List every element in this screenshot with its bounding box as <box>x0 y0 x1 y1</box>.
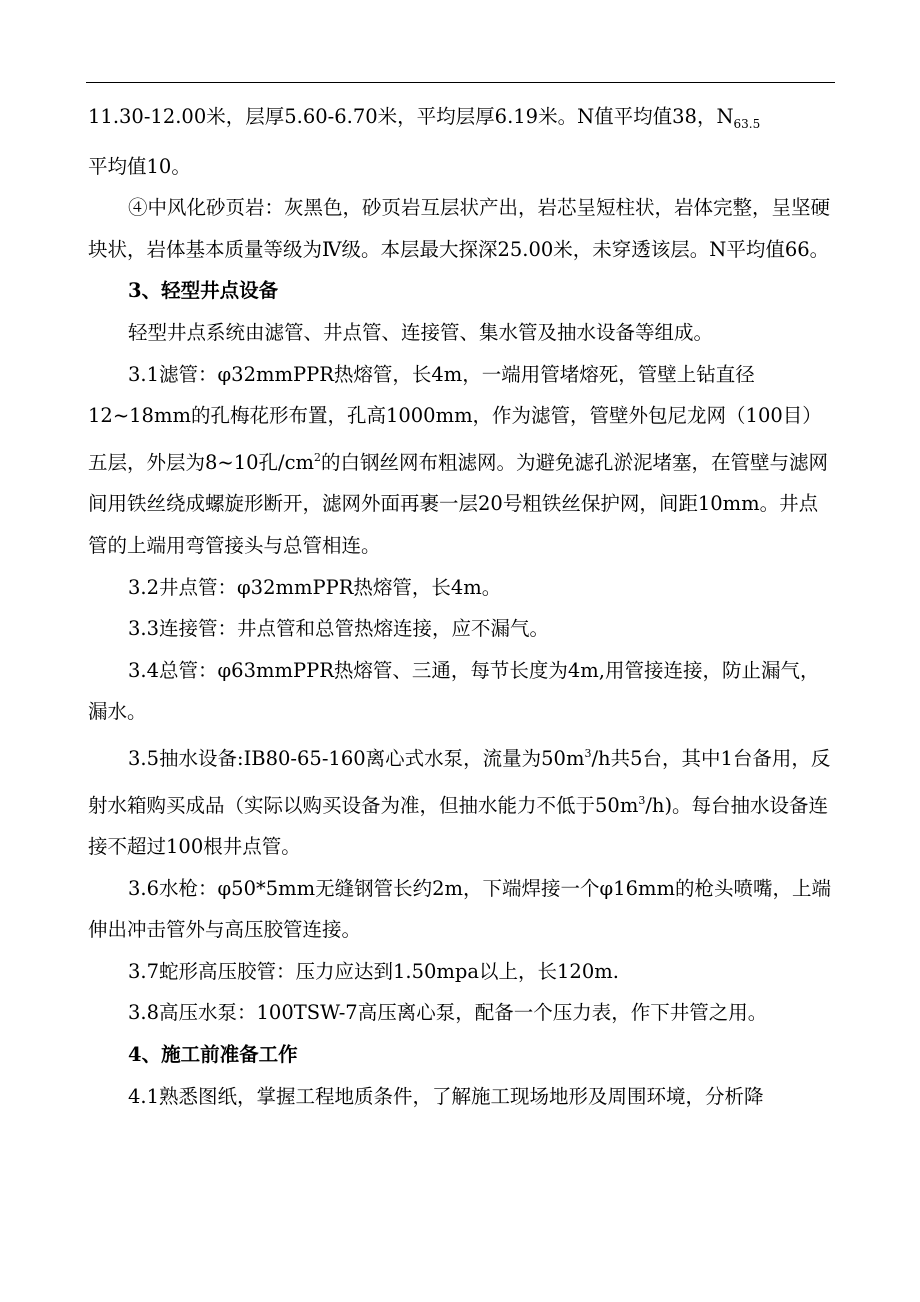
subscript-63-5: 63.5 <box>733 117 761 131</box>
paragraph-layer-4: ④中风化砂页岩：灰黑色，砂页岩互层状产出，岩芯呈短柱状，岩体完整，呈坚硬块状，岩体基本质量等级为Ⅳ级。本层最大探深25.00米，未穿透该层。N平均值66。 <box>88 196 831 261</box>
header-rule <box>86 82 835 83</box>
paragraph-layer-stats: 11.30-12.00米，层厚5.60-6.70米，平均层厚6.19米。N值平均值38，$N_{63.5}$ 平均值10。 <box>88 105 761 178</box>
body-text <box>88 96 832 1117</box>
paragraph-3-2: 3.2井点管：φ32mmPPR热熔管，长4m。 <box>128 575 502 599</box>
paragraph-4-1: 4.1熟悉图纸，掌握工程地质条件，了解施工现场地形及周围环境，分析降 <box>128 1084 764 1108</box>
heading-section-3: 3、轻型井点设备 <box>128 279 279 303</box>
paragraph-3-7: 3.7蛇形高压胶管：压力应达到1.50mpa以上，长120m. <box>128 959 619 983</box>
superscript-2: 2 <box>314 450 322 464</box>
heading-section-4: 4、施工前准备工作 <box>128 1043 298 1067</box>
paragraph-3-4: 3.4总管：φ63mmPPR热熔管、三通，每节长度为4m,用管接连接，防止漏气，漏水。 <box>88 658 820 724</box>
paragraph-system-intro: 轻型井点系统由滤管、井点管、连接管、集水管及抽水设备等组成。 <box>128 320 714 344</box>
paragraph-3-5: 3.5抽水设备:IB80-65-160离心式水泵，流量为$50m^3/h$共5台，其中1台备用，反射水箱购买成品（实际以购买设备为准，但抽水能力不低于$50m^3/h$)。每台抽水设备连接不超过100根井点管。 <box>88 746 831 859</box>
paragraph-3-6: 3.6水枪：φ50*5mm无缝钢管长约2m，下端焊接一个φ16mm的枪头喷嘴，上端伸出冲击管外与高压胶管连接。 <box>88 876 831 942</box>
paragraph-3-3: 3.3连接管：井点管和总管热熔连接，应不漏气。 <box>128 617 550 641</box>
paragraph-3-8: 3.8高压水泵：100TSW-7高压离心泵，配备一个压力表，作下井管之用。 <box>128 1001 768 1025</box>
paragraph-3-1: 3.1滤管：φ32mmPPR热熔管，长4m，一端用管堵熔死，管壁上钻直径12~18mm的孔梅花形布置，孔高1000mm，作为滤管，管壁外包尼龙网（100目）五层，外层为8~10孔$/cm^2$的白钢丝网布粗滤网。为避免滤孔淤泥堵塞，在管壁与滤网间用铁丝绕成螺旋形断开，滤网外面再裹一层20号粗铁丝保护网，间距10mm。井点管的上端用弯管接头与总管相连。 <box>88 362 829 557</box>
superscript-3: 3 <box>638 793 646 807</box>
superscript-3: 3 <box>584 746 592 760</box>
